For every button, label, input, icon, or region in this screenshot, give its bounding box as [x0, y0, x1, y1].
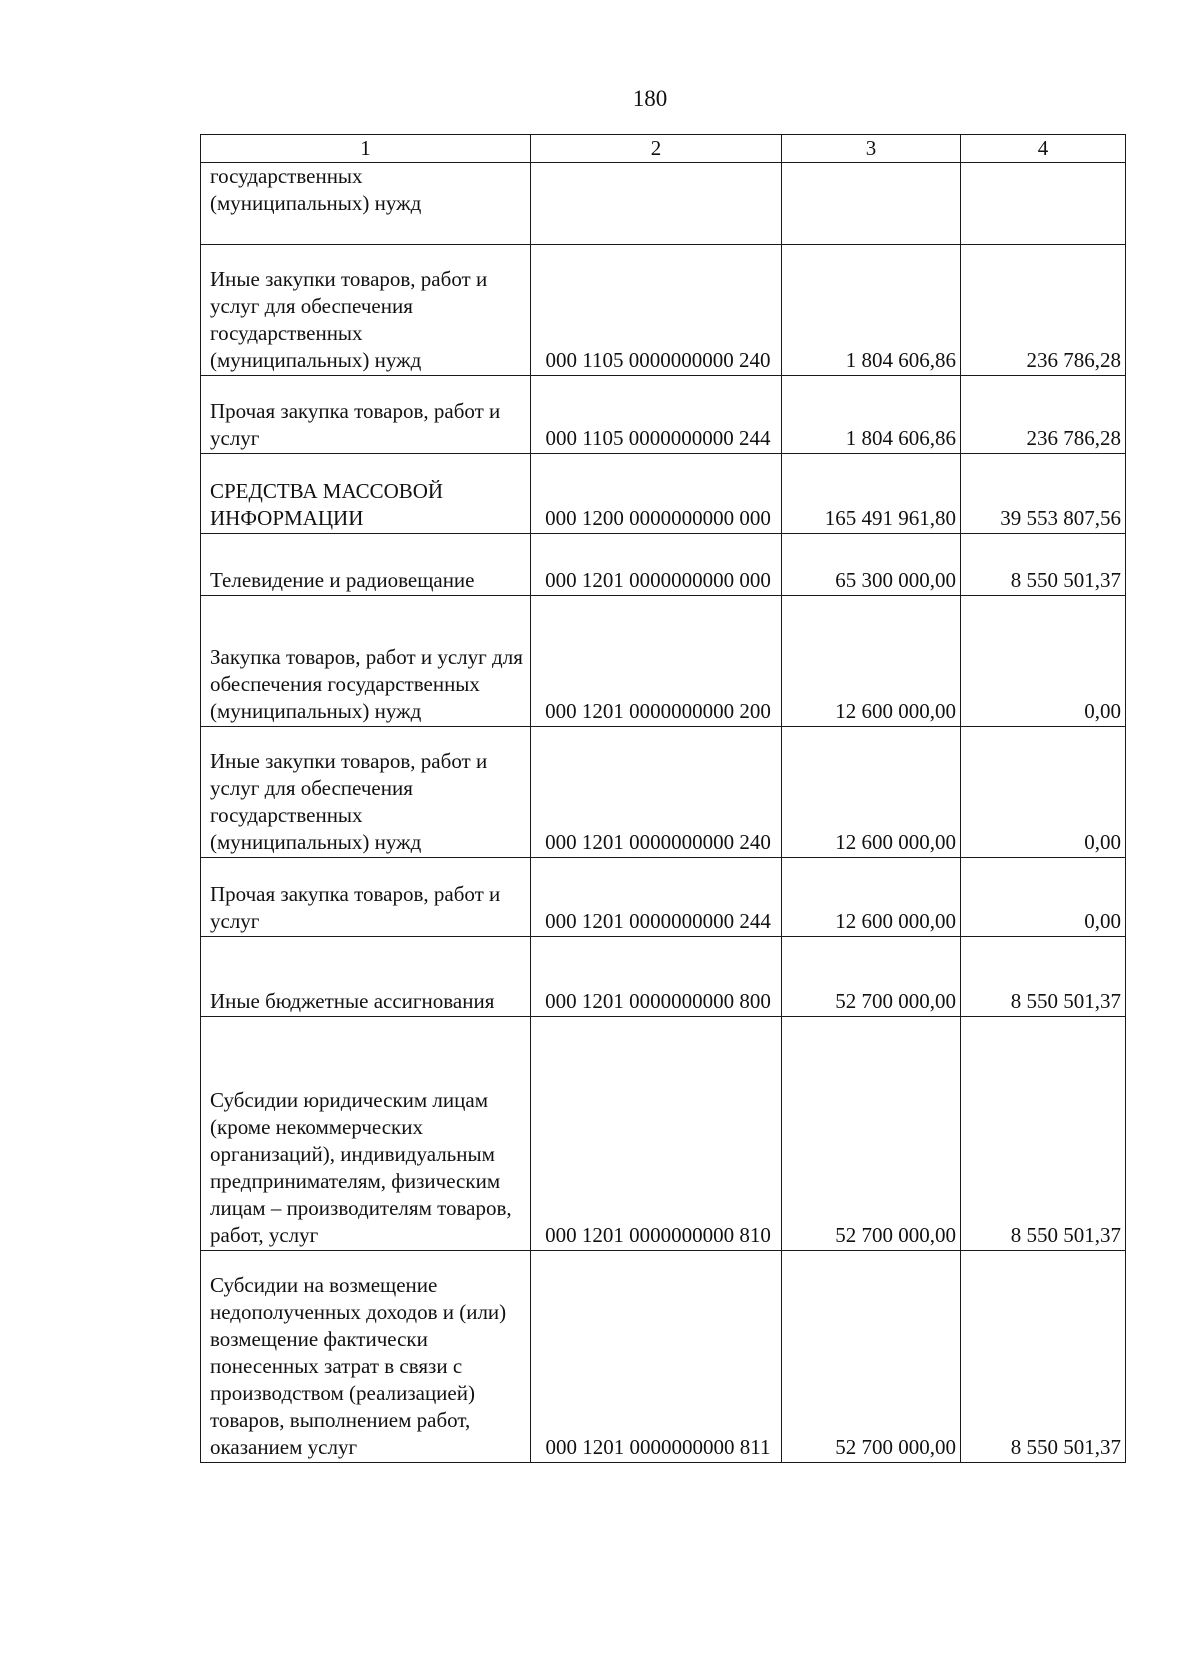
budget-table [200, 134, 1126, 1463]
row-code: 000 1201 0000000000 244 [531, 858, 782, 937]
row-amount-1: 12 600 000,00 [782, 727, 961, 858]
row-amount-2 [961, 163, 1126, 245]
row-code: 000 1201 0000000000 000 [531, 534, 782, 596]
page-number: 180 [632, 86, 668, 111]
row-amount-1: 52 700 000,00 [782, 1017, 961, 1251]
table-header-row [201, 135, 1126, 163]
row-code: 000 1201 0000000000 800 [531, 937, 782, 1017]
column-header-4: 4 [961, 135, 1126, 163]
row-code: 000 1201 0000000000 810 [531, 1017, 782, 1251]
row-amount-1: 12 600 000,00 [782, 596, 961, 727]
row-name: Прочая закупка товаров, работ и услуг [201, 376, 531, 454]
row-amount-2: 39 553 807,56 [961, 454, 1126, 534]
row-name: СРЕДСТВА МАССОВОЙ ИНФОРМАЦИИ [201, 454, 531, 534]
row-code: 000 1201 0000000000 811 [531, 1251, 782, 1463]
row-code [531, 163, 782, 245]
row-amount-2: 8 550 501,37 [961, 1017, 1126, 1251]
table-row [201, 1017, 1126, 1251]
row-amount-1: 165 491 961,80 [782, 454, 961, 534]
row-name: Телевидение и радиовещание [201, 534, 531, 596]
column-header-3: 3 [782, 135, 961, 163]
row-name: Прочая закупка товаров, работ и услуг [201, 858, 531, 937]
table-row [201, 858, 1126, 937]
row-code: 000 1200 0000000000 000 [531, 454, 782, 534]
row-amount-1: 52 700 000,00 [782, 937, 961, 1017]
row-code: 000 1105 0000000000 244 [531, 376, 782, 454]
row-amount-1: 1 804 606,86 [782, 376, 961, 454]
row-name: государственных (муниципальных) нужд [201, 163, 531, 245]
row-name: Субсидии юридическим лицам (кроме некоммерческих организаций), индивидуальным предпринимателям, физическим лицам – производителям товаров, работ, услуг [201, 1017, 531, 1251]
column-header-2: 2 [531, 135, 782, 163]
row-name: Иные бюджетные ассигнования [201, 937, 531, 1017]
row-amount-2: 8 550 501,37 [961, 1251, 1126, 1463]
row-amount-2: 8 550 501,37 [961, 534, 1126, 596]
row-amount-2: 0,00 [961, 596, 1126, 727]
row-amount-2: 0,00 [961, 727, 1126, 858]
row-name: Субсидии на возмещение недополученных доходов и (или) возмещение фактически понесенных затрат в связи с производством (реализацией) товаров, выполнением работ, оказанием услуг [201, 1251, 531, 1463]
row-amount-1: 65 300 000,00 [782, 534, 961, 596]
row-name: Иные закупки товаров, работ и услуг для обеспечения государственных (муниципальных) нужд [201, 245, 531, 376]
table-row [201, 937, 1126, 1017]
row-amount-1 [782, 163, 961, 245]
table-row [201, 727, 1126, 858]
table-row [201, 245, 1126, 376]
row-amount-1: 52 700 000,00 [782, 1251, 961, 1463]
row-amount-2: 236 786,28 [961, 376, 1126, 454]
row-amount-2: 0,00 [961, 858, 1126, 937]
row-name: Закупка товаров, работ и услуг для обеспечения государственных (муниципальных) нужд [201, 596, 531, 727]
table-row [201, 376, 1126, 454]
row-amount-1: 12 600 000,00 [782, 858, 961, 937]
table-row [201, 163, 1126, 245]
column-header-1: 1 [201, 135, 531, 163]
row-name: Иные закупки товаров, работ и услуг для обеспечения государственных (муниципальных) нужд [201, 727, 531, 858]
table-row [201, 534, 1126, 596]
row-amount-1: 1 804 606,86 [782, 245, 961, 376]
row-amount-2: 236 786,28 [961, 245, 1126, 376]
row-code: 000 1201 0000000000 200 [531, 596, 782, 727]
row-code: 000 1105 0000000000 240 [531, 245, 782, 376]
table-row [201, 454, 1126, 534]
table-row [201, 1251, 1126, 1463]
table-row [201, 596, 1126, 727]
row-code: 000 1201 0000000000 240 [531, 727, 782, 858]
row-amount-2: 8 550 501,37 [961, 937, 1126, 1017]
